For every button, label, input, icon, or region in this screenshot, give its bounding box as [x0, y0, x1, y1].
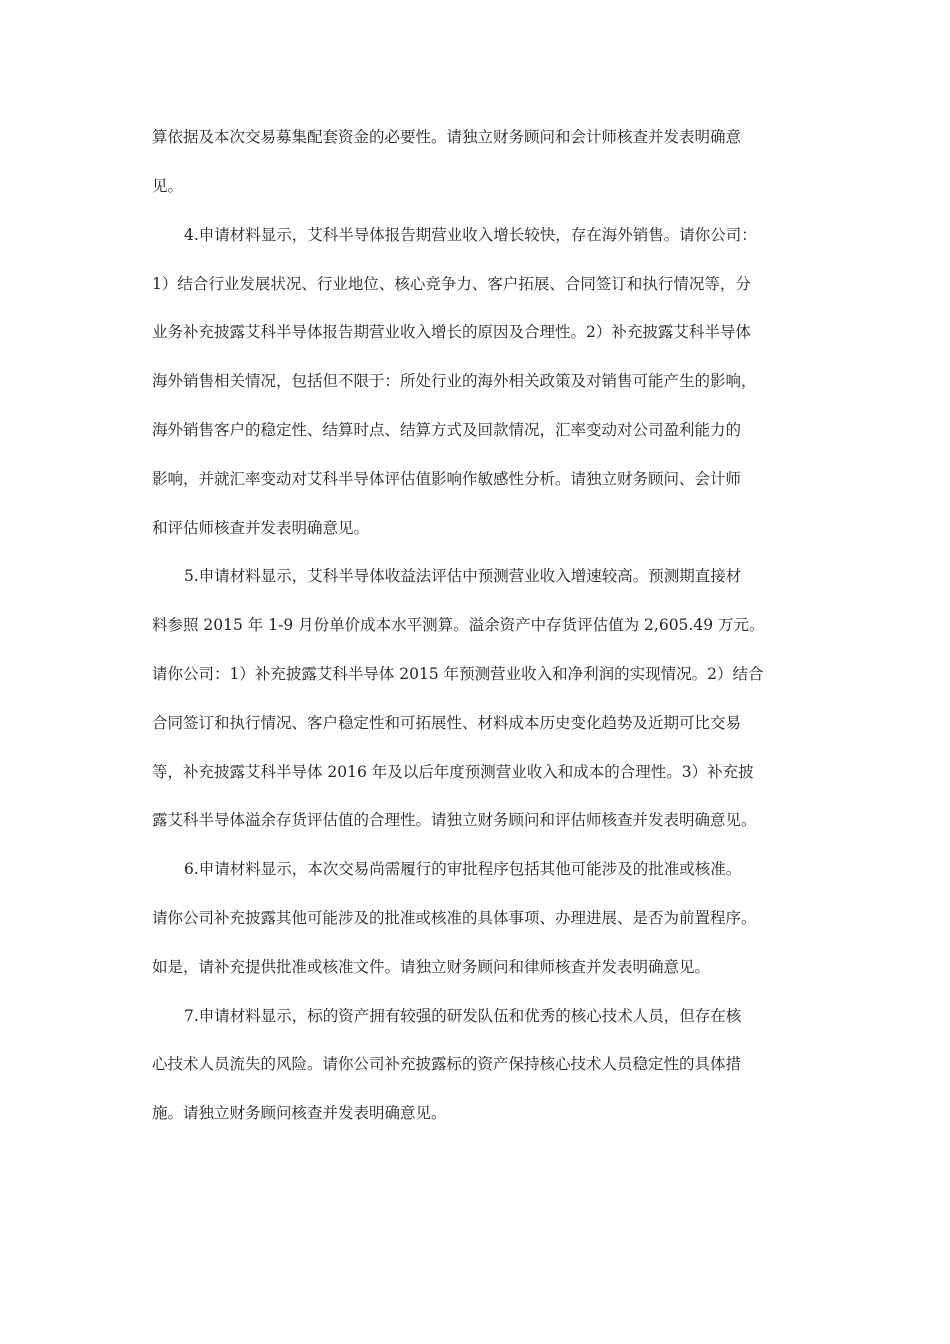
text-line-item-6: 6.申请材料显示，本次交易尚需履行的审批程序包括其他可能涉及的批准或核准。 — [184, 860, 742, 878]
text-line: 1）结合行业发展状况、行业地位、核心竞争力、客户拓展、合同签订和执行情况等，分 — [152, 275, 751, 293]
text-line: 等，补充披露艾科半导体 2016 年及以后年度预测营业收入和成本的合理性。3）补充披 — [152, 763, 754, 781]
text-line: 业务补充披露艾科半导体报告期营业收入增长的原因及合理性。2）补充披露艾科半导体 — [152, 323, 751, 341]
text-line: 海外销售客户的稳定性、结算时点、结算方式及回款情况，汇率变动对公司盈利能力的 — [152, 421, 742, 439]
text-line: 露艾科半导体溢余存货评估值的合理性。请独立财务顾问和评估师核查并发表明确意见。 — [152, 811, 757, 829]
text-line: 和评估师核查并发表明确意见。 — [152, 519, 370, 537]
text-line: 如是，请补充提供批准或核准文件。请独立财务顾问和律师核查并发表明确意见。 — [152, 958, 711, 976]
text-line-item-7: 7.申请材料显示，标的资产拥有较强的研发队伍和优秀的核心技术人员，但存在核 — [184, 1007, 742, 1025]
text-line: 合同签订和执行情况、客户稳定性和可拓展性、材料成本历史变化趋势及近期可比交易 — [152, 714, 742, 732]
text-line: 影响，并就汇率变动对艾科半导体评估值影响作敏感性分析。请独立财务顾问、会计师 — [152, 470, 742, 488]
text-line-item-4: 4.申请材料显示，艾科半导体报告期营业收入增长较快，存在海外销售。请你公司： — [184, 226, 757, 244]
text-line: 请你公司：1）补充披露艾科半导体 2015 年预测营业收入和净利润的实现情况。2）结合 — [152, 665, 764, 683]
text-line: 海外销售相关情况，包括但不限于：所处行业的海外相关政策及对销售可能产生的影响， — [152, 372, 757, 390]
text-line: 料参照 2015 年 1-9 月份单价成本水平测算。溢余资产中存货评估值为 2,605.49 万元。 — [152, 616, 765, 634]
text-line: 见。 — [152, 177, 184, 195]
text-line: 算依据及本次交易募集配套资金的必要性。请独立财务顾问和会计师核查并发表明确意 — [152, 128, 742, 146]
text-line-item-5: 5.申请材料显示，艾科半导体收益法评估中预测营业收入增速较高。预测期直接材 — [184, 567, 742, 585]
text-line: 心技术人员流失的风险。请你公司补充披露标的资产保持核心技术人员稳定性的具体措 — [152, 1055, 742, 1073]
text-line: 请你公司补充披露其他可能涉及的批准或核准的具体事项、办理进展、是否为前置程序。 — [152, 909, 757, 927]
text-line: 施。请独立财务顾问核查并发表明确意见。 — [152, 1104, 447, 1122]
